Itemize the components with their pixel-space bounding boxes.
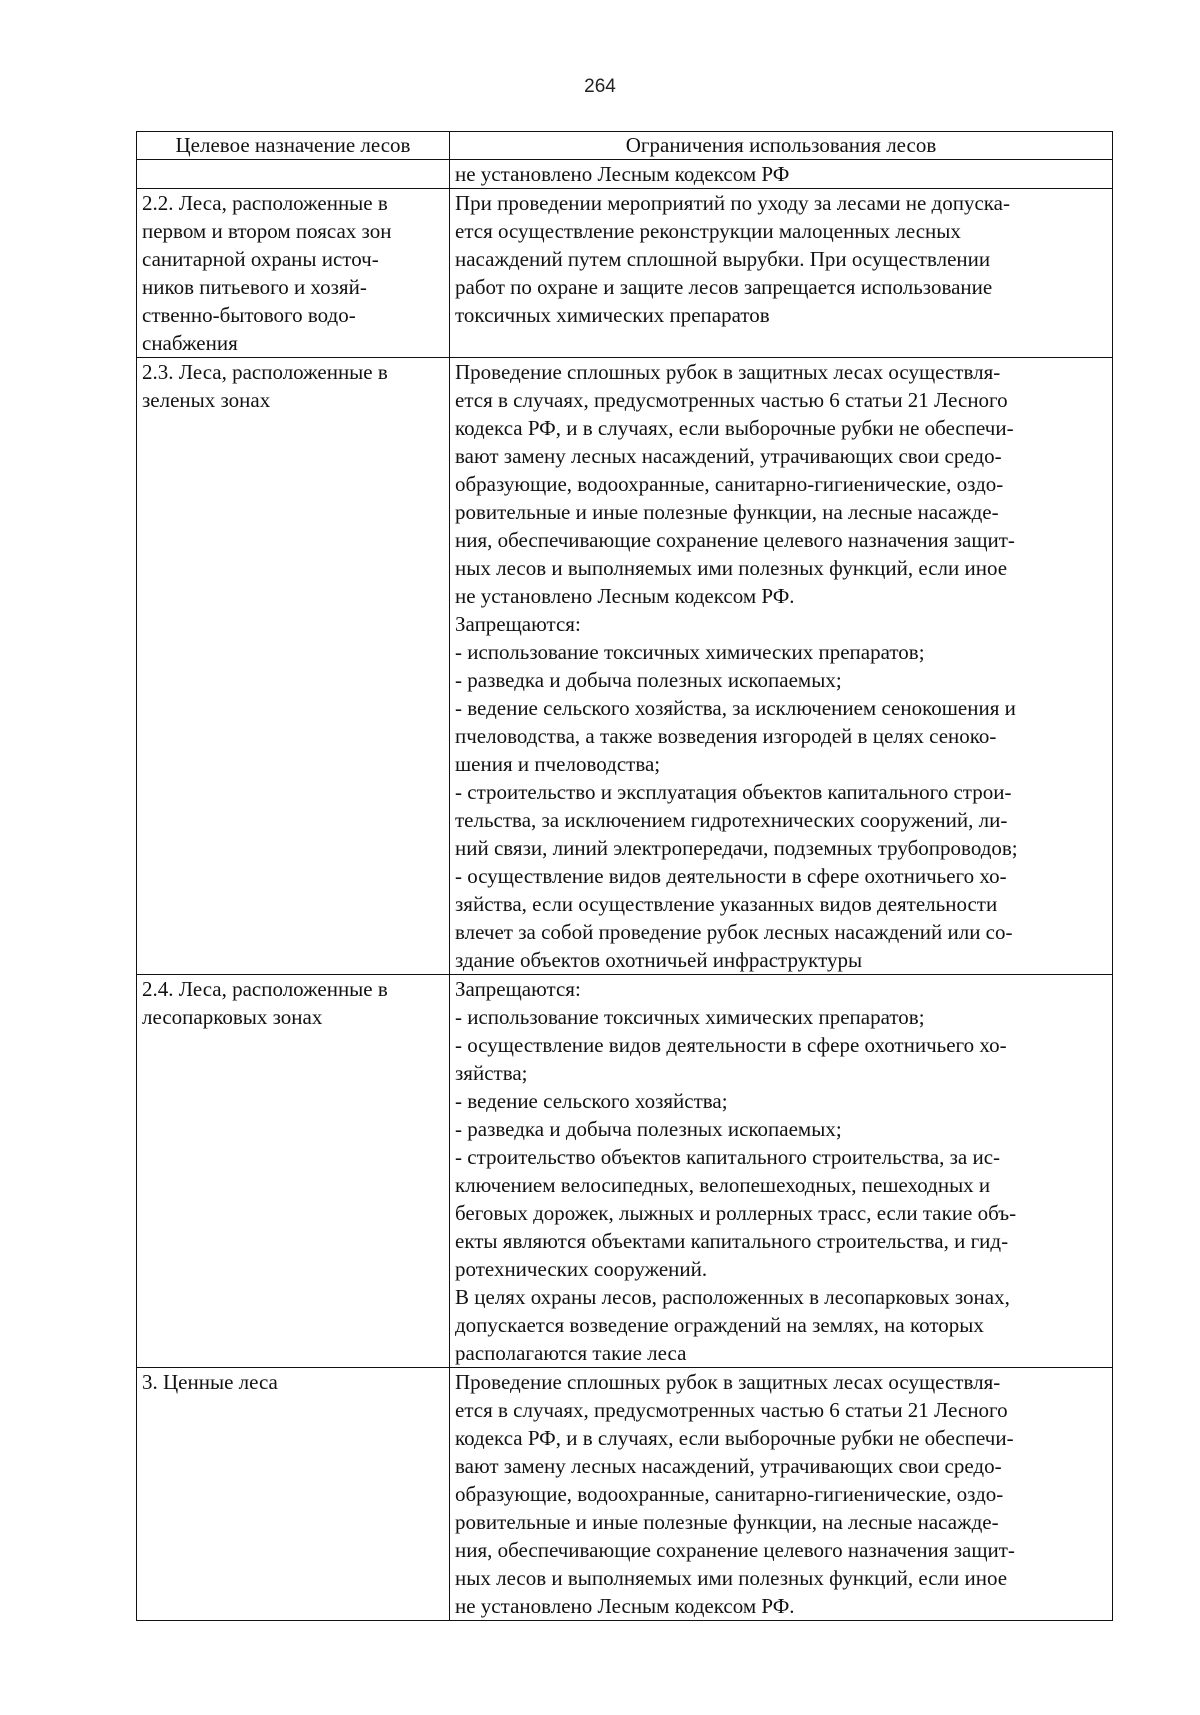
- restriction-line: ний связи, линий электропередачи, подземных трубопроводов;: [455, 836, 1018, 860]
- restriction-line: вают замену лесных насаждений, утрачивающих свои средо-: [455, 1454, 1002, 1478]
- restriction-line: Запрещаются:: [455, 977, 581, 1001]
- restriction-line: не установлено Лесным кодексом РФ.: [455, 1594, 795, 1618]
- restriction-line: зяйства;: [455, 1061, 528, 1085]
- restriction-line: - использование токсичных химических препаратов;: [455, 640, 925, 664]
- purpose-line: 3. Ценные леса: [142, 1370, 278, 1394]
- restriction-line: В целях охраны лесов, расположенных в лесопарковых зонах,: [455, 1285, 1010, 1309]
- restriction-line: не установлено Лесным кодексом РФ.: [455, 584, 795, 608]
- page-number: 264: [584, 76, 616, 97]
- restriction-line: - ведение сельского хозяйства;: [455, 1089, 728, 1113]
- restriction-line: пчеловодства, а также возведения изгородей в целях сеноко-: [455, 724, 997, 748]
- restriction-line: вают замену лесных насаждений, утрачивающих свои средо-: [455, 444, 1002, 468]
- restriction-line: Проведение сплошных рубок в защитных лесах осуществля-: [455, 1370, 1001, 1394]
- header-forest-purpose: Целевое назначение лесов: [137, 132, 450, 160]
- restriction-line: Запрещаются:: [455, 612, 581, 636]
- restriction-line: тельства, за исключением гидротехнических сооружений, ли-: [455, 808, 1008, 832]
- restriction-line: ных лесов и выполняемых ими полезных функций, если иное: [455, 556, 1008, 580]
- restriction-line: ется в случаях, предусмотренных частью 6 статьи 21 Лесного: [455, 388, 1008, 412]
- restriction-line: образующие, водоохранные, санитарно-гигиенические, оздо-: [455, 1482, 1004, 1506]
- table-row: [137, 189, 1113, 358]
- forest-purpose-cell: [137, 1368, 450, 1621]
- purpose-line: ников питьевого и хозяй-: [142, 275, 367, 299]
- restriction-line: располагаются такие леса: [455, 1341, 687, 1365]
- usage-restriction-cell: [450, 189, 1113, 358]
- purpose-line: снабжения: [142, 331, 238, 355]
- header-usage-restrictions: Ограничения использования лесов: [450, 132, 1113, 160]
- restriction-line: ется осуществление реконструкции малоценных лесных: [455, 219, 961, 243]
- restriction-line: - осуществление видов деятельности в сфере охотничьего хо-: [455, 1033, 1007, 1057]
- restriction-line: влечет за собой проведение рубок лесных насаждений или со-: [455, 920, 1013, 944]
- usage-restriction-cell: [450, 358, 1113, 975]
- purpose-line: ственно-бытового водо-: [142, 303, 356, 327]
- forest-purpose-cell: [137, 189, 450, 358]
- restriction-line: кодекса РФ, и в случаях, если выборочные рубки не обеспечи-: [455, 416, 1014, 440]
- restriction-line: - строительство объектов капитального строительства, за ис-: [455, 1145, 1001, 1169]
- continuation-restriction-cell: не установлено Лесным кодексом РФ: [450, 160, 1113, 189]
- restriction-line: допускается возведение ограждений на землях, на которых: [455, 1313, 984, 1337]
- purpose-line: 2.3. Леса, расположенные в: [142, 360, 388, 384]
- restriction-line: - строительство и эксплуатация объектов капитального строи-: [455, 780, 1012, 804]
- continuation-purpose-cell: [137, 160, 450, 189]
- restriction-line: ключением велосипедных, велопешеходных, пешеходных и: [455, 1173, 991, 1197]
- forest-purpose-cell: [137, 358, 450, 975]
- restriction-line: шения и пчеловодства;: [455, 752, 661, 776]
- restriction-line: насаждений путем сплошной вырубки. При осуществлении: [455, 247, 991, 271]
- restriction-line: работ по охране и защите лесов запрещается использование: [455, 275, 993, 299]
- restriction-line: ных лесов и выполняемых ими полезных функций, если иное: [455, 1566, 1008, 1590]
- restriction-line: образующие, водоохранные, санитарно-гигиенические, оздо-: [455, 472, 1004, 496]
- restriction-line: - разведка и добыча полезных ископаемых;: [455, 1117, 842, 1141]
- restriction-line: Проведение сплошных рубок в защитных лесах осуществля-: [455, 360, 1001, 384]
- restriction-line: ется в случаях, предусмотренных частью 6 статьи 21 Лесного: [455, 1398, 1008, 1422]
- forest-purpose-cell: [137, 975, 450, 1368]
- restriction-line: ровительные и иные полезные функции, на лесные насажде-: [455, 500, 999, 524]
- restriction-line: токсичных химических препаратов: [455, 303, 770, 327]
- table-row: [137, 975, 1113, 1368]
- restriction-line: ния, обеспечивающие сохранение целевого назначения защит-: [455, 528, 1015, 552]
- restriction-line: При проведении мероприятий по уходу за лесами не допуска-: [455, 191, 1010, 215]
- restriction-line: зяйства, если осуществление указанных видов деятельности: [455, 892, 998, 916]
- restriction-line: ротехнических сооружений.: [455, 1257, 708, 1281]
- purpose-line: зеленых зонах: [142, 388, 271, 412]
- purpose-line: санитарной охраны источ-: [142, 247, 379, 271]
- purpose-line: лесопарковых зонах: [142, 1005, 323, 1029]
- restriction-line: - осуществление видов деятельности в сфере охотничьего хо-: [455, 864, 1007, 888]
- table-header-row: [137, 132, 1113, 160]
- table-row: [137, 1368, 1113, 1621]
- restriction-line: екты являются объектами капитального строительства, и гид-: [455, 1229, 1009, 1253]
- restriction-line: здание объектов охотничьей инфраструктуры: [455, 948, 863, 972]
- usage-restriction-cell: [450, 975, 1113, 1368]
- purpose-line: 2.4. Леса, расположенные в: [142, 977, 388, 1001]
- forest-restrictions-table: [136, 131, 1113, 1621]
- table-row: [137, 358, 1113, 975]
- restriction-line: - разведка и добыча полезных ископаемых;: [455, 668, 842, 692]
- restriction-line: - ведение сельского хозяйства, за исключением сенокошения и: [455, 696, 1016, 720]
- purpose-line: 2.2. Леса, расположенные в: [142, 191, 388, 215]
- restriction-line: беговых дорожек, лыжных и роллерных трасс, если такие объ-: [455, 1201, 1017, 1225]
- restriction-line: ния, обеспечивающие сохранение целевого назначения защит-: [455, 1538, 1015, 1562]
- restriction-line: ровительные и иные полезные функции, на лесные насажде-: [455, 1510, 999, 1534]
- purpose-line: первом и втором поясах зон: [142, 219, 392, 243]
- continuation-row: [137, 160, 1113, 189]
- restriction-line: - использование токсичных химических препаратов;: [455, 1005, 925, 1029]
- restriction-line: кодекса РФ, и в случаях, если выборочные рубки не обеспечи-: [455, 1426, 1014, 1450]
- usage-restriction-cell: [450, 1368, 1113, 1621]
